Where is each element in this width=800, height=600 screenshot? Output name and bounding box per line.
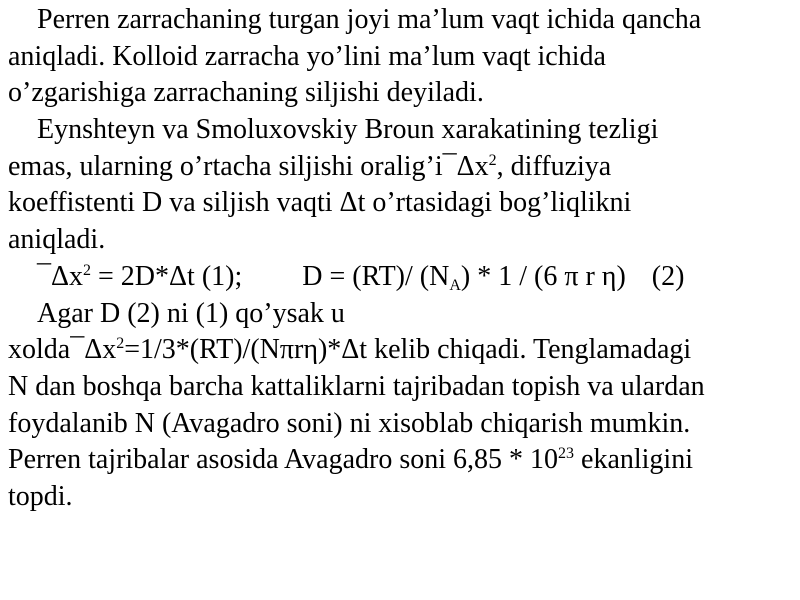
equation-2-number: (2) <box>651 260 685 292</box>
paragraph-3-line-5-rest: ekanligini <box>574 444 693 476</box>
paragraph-3-line-5-start: Perren tajribalar asosida Avagadro soni 6,85 * 10 <box>8 444 559 476</box>
paragraph-3-line-2 <box>8 332 792 369</box>
paragraph-2-line-4: aniqladi. <box>8 224 106 256</box>
paragraph-1-line-1: Perren zarrachaning turgan joyi ma’lum vaqt ichida qancha <box>37 4 702 35</box>
paragraph-3-superscript: 2 <box>116 335 125 353</box>
equation-line <box>8 259 792 296</box>
paragraph-3-line-5 <box>8 442 792 479</box>
equation-1-rest: = 2D*Δt (1); <box>91 260 243 292</box>
equation-2-rest: ) * 1 / (6 π r η) <box>460 260 626 292</box>
paragraph-1-line-2: aniqladi. Kolloid zarracha yo’lini ma’lum vaqt ichida <box>8 40 606 72</box>
equation-2-subscript: A <box>449 276 461 294</box>
paragraph-3-line-1: Agar D (2) ni (1) qo’ysak u <box>37 297 345 329</box>
paragraph-3-line-3: N dan boshqa barcha kattaliklarni tajribadan topish va ulardan <box>8 370 705 402</box>
paragraph-2-line-3: koeffistenti D va siljish vaqti Δt o’rtasidagi bog’liqlikni <box>8 187 632 219</box>
equation-1-symbol: ¯Δx <box>37 260 84 292</box>
paragraph-3-line-4: foydalanib N (Avagadro soni) ni xisoblab chiqarish mumkin. <box>8 407 691 439</box>
paragraph-2-line-2 <box>8 149 792 186</box>
paragraph-2-line-2-text: emas, ularning o’rtacha siljishi oralig’i <box>8 150 443 182</box>
mean-displacement-symbol: ¯Δx <box>442 150 489 182</box>
equation-2-start: D = (RT)/ (N <box>302 260 450 292</box>
paragraph-3-line-6: topdi. <box>8 480 73 512</box>
superscript-2: 2 <box>488 151 497 169</box>
paragraph-2-line-2-rest: , diffuziya <box>496 150 612 182</box>
equation-1-superscript: 2 <box>83 261 92 279</box>
avogadro-exponent: 23 <box>558 445 575 463</box>
paragraph-1-line-3: o’zgarishiga zarrachaning siljishi deyiladi. <box>8 77 484 109</box>
paragraph-3-line-2-rest: =1/3*(RT)/(Nπrη)*Δt kelib chiqadi. Tenglamadagi <box>124 334 692 366</box>
document-body <box>8 2 792 516</box>
paragraph-3-displacement-symbol: ¯Δx <box>70 334 117 366</box>
paragraph-3-line-2-start: xolda <box>8 334 71 366</box>
paragraph-2-line-1: Eynshteyn va Smoluxovskiy Broun xarakatining tezligi <box>37 114 659 146</box>
